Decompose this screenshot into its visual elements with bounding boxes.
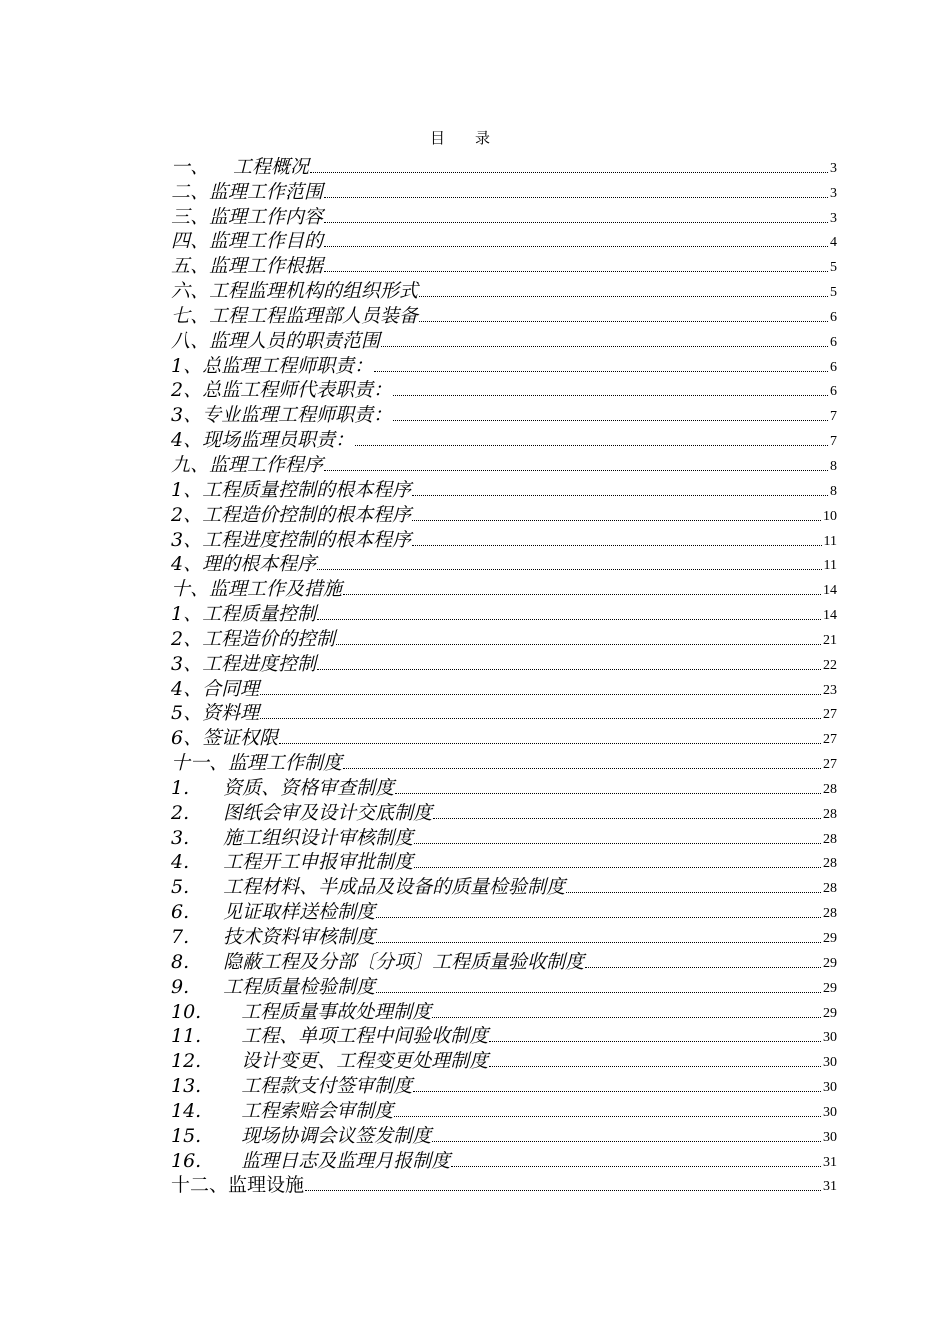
toc-entry[interactable] [171, 600, 837, 625]
toc-dot-leader [419, 320, 828, 322]
toc-entry-text: 工程质量检验制度 [223, 975, 376, 998]
toc-entry[interactable] [171, 898, 837, 923]
toc-dot-leader [376, 941, 821, 943]
toc-heading [0, 127, 950, 149]
toc-entry-page-number: 22 [823, 657, 837, 673]
toc-entry-label [171, 553, 316, 575]
toc-dot-leader [317, 668, 821, 670]
toc-entry-label [171, 578, 342, 600]
toc-entry[interactable] [171, 923, 837, 948]
toc-entry-number: 7. [171, 926, 190, 948]
toc-entry[interactable] [171, 277, 837, 302]
toc-entry-label [171, 280, 418, 302]
toc-entry-number: 二、 [171, 180, 210, 203]
toc-entry-number: 8. [171, 950, 190, 973]
toc-entry-text: 工程进度控制的根本程序 [202, 528, 412, 551]
toc-entry-page-number: 28 [823, 781, 837, 797]
toc-entry-text: 工程质量控制的根本程序 [202, 478, 412, 501]
toc-entry-label [171, 1025, 488, 1047]
toc-dot-leader [317, 568, 821, 570]
toc-entry-text: 见证取样送检制度 [223, 901, 376, 924]
toc-entry[interactable] [171, 153, 837, 178]
toc-dot-leader [432, 1016, 821, 1018]
toc-entry-number: 15. [171, 1124, 202, 1147]
toc-entry[interactable] [171, 401, 837, 426]
toc-entry-page-number: 6 [830, 334, 837, 350]
toc-entry-page-number: 28 [823, 906, 837, 922]
toc-entry-text: 工程工程监理部人员装备 [209, 304, 419, 327]
toc-entry-label [171, 305, 418, 327]
toc-entry-number: 六、 [171, 280, 210, 303]
toc-dot-leader [376, 916, 821, 918]
toc-dot-leader [324, 245, 828, 247]
toc-entry-text: 专业监理工程师职责： [202, 404, 393, 427]
toc-entry[interactable] [171, 426, 837, 451]
toc-entry-text: 工程造价的控制 [202, 627, 336, 650]
toc-entry-page-number: 3 [830, 160, 837, 176]
toc-entry-number: 七、 [171, 304, 210, 327]
toc-dot-leader [433, 817, 821, 819]
toc-entry-text: 工程材料、半成品及设备的质量检验制度 [223, 876, 566, 899]
toc-entry-label [171, 678, 259, 700]
toc-entry-label [171, 926, 375, 948]
toc-entry-number: 九、 [171, 453, 210, 476]
toc-entry[interactable] [171, 625, 837, 650]
toc-entry[interactable] [171, 1023, 837, 1048]
toc-entry-number: 4、 [171, 429, 203, 452]
toc-entry-text: 监理工作内容 [209, 205, 324, 228]
toc-entry-page-number: 31 [823, 1154, 837, 1170]
toc-entry-text: 合同理 [202, 677, 260, 700]
toc-entry-number: 16. [171, 1149, 202, 1172]
toc-entry-number: 3. [171, 826, 190, 849]
toc-dot-leader [376, 991, 821, 993]
table-of-contents [171, 153, 837, 1196]
toc-entry-text: 工程监理机构的组织形式 [209, 280, 419, 303]
toc-entry-text: 工程、单项工程中间验收制度 [241, 1025, 489, 1048]
toc-entry-text: 监理工作范围 [209, 180, 324, 203]
toc-entry-page-number: 21 [823, 632, 837, 648]
toc-entry-page-number: 28 [823, 881, 837, 897]
toc-entry-page-number: 3 [830, 210, 837, 226]
toc-entry[interactable] [171, 1172, 837, 1197]
toc-dot-leader [393, 419, 828, 421]
toc-entry-label [171, 976, 375, 998]
toc-entry-page-number: 27 [823, 732, 837, 748]
toc-dot-leader [413, 1090, 821, 1092]
toc-entry-number: 12. [171, 1050, 202, 1073]
toc-entry-page-number: 31 [823, 1179, 837, 1195]
toc-entry-text: 监理日志及监理月报制度 [241, 1149, 451, 1172]
toc-entry-text: 工程质量事故处理制度 [241, 1000, 432, 1023]
toc-entry[interactable] [171, 377, 837, 402]
toc-dot-leader [585, 966, 821, 968]
toc-entry-number: 一、 [171, 155, 210, 178]
toc-entry[interactable] [171, 774, 837, 799]
toc-entry[interactable] [171, 203, 837, 228]
toc-entry-number: 2、 [171, 379, 203, 402]
toc-entry[interactable] [171, 650, 837, 675]
toc-entry-label [171, 628, 335, 650]
toc-dot-leader [305, 1189, 821, 1191]
toc-dot-leader [451, 1165, 821, 1167]
toc-entry[interactable] [171, 451, 837, 476]
toc-entry[interactable] [171, 302, 837, 327]
toc-entry-number: 1、 [171, 603, 203, 626]
toc-entry-number: 三、 [171, 205, 210, 228]
toc-entry[interactable] [171, 252, 837, 277]
toc-entry[interactable] [171, 1097, 837, 1122]
toc-entry-number: 10. [171, 1000, 202, 1023]
toc-entry-text: 工程质量控制 [202, 603, 317, 626]
toc-dot-leader [393, 394, 828, 396]
toc-dot-leader [317, 618, 821, 620]
toc-entry-page-number: 30 [823, 1104, 837, 1120]
toc-entry-number: 9. [171, 975, 190, 998]
toc-entry[interactable] [171, 948, 837, 973]
toc-entry-label [171, 1001, 431, 1023]
toc-dot-leader [260, 717, 821, 719]
toc-entry-text: 资质、资格审查制度 [223, 776, 395, 799]
toc-entry-page-number: 23 [823, 682, 837, 698]
toc-entry-number: 3、 [171, 404, 203, 427]
toc-entry-page-number: 28 [823, 831, 837, 847]
toc-entry-page-number: 8 [830, 458, 837, 474]
toc-entry-label [171, 752, 342, 774]
toc-entry-text: 技术资料审核制度 [223, 926, 376, 948]
toc-dot-leader [395, 792, 821, 794]
toc-entry-text: 工程概况 [233, 155, 310, 178]
toc-entry-page-number: 7 [830, 409, 837, 425]
toc-entry-page-number: 30 [823, 1055, 837, 1071]
toc-entry-number: 6. [171, 901, 190, 924]
toc-entry-text: 监理工作目的 [209, 230, 324, 253]
toc-entry[interactable] [171, 1122, 837, 1147]
toc-entry-label [171, 802, 432, 824]
toc-entry-number: 4. [171, 851, 190, 874]
toc-dot-leader [412, 519, 821, 521]
toc-entry-label [171, 230, 323, 252]
toc-entry-text: 监理工作制度 [228, 752, 343, 775]
toc-entry-text: 施工组织设计审核制度 [223, 826, 414, 849]
toc-entry-text: 资料理 [202, 702, 260, 725]
toc-entry-label [171, 206, 323, 228]
toc-entry-number: 2、 [171, 627, 203, 650]
toc-entry-page-number: 28 [823, 856, 837, 872]
toc-dot-leader [260, 693, 821, 695]
toc-entry-label [171, 504, 411, 526]
toc-entry[interactable] [171, 973, 837, 998]
toc-entry-page-number: 27 [823, 707, 837, 723]
toc-entry[interactable] [171, 178, 837, 203]
toc-entry[interactable] [171, 873, 837, 898]
toc-entry-page-number: 8 [830, 483, 837, 499]
toc-entry[interactable] [171, 551, 837, 576]
toc-entry-label [171, 355, 373, 377]
toc-entry-label [171, 876, 565, 898]
toc-entry-text: 隐蔽工程及分部〔分项〕工程质量验收制度 [223, 950, 585, 973]
toc-entry-number: 6、 [171, 727, 203, 750]
toc-entry-page-number: 10 [823, 508, 837, 524]
toc-entry[interactable] [171, 352, 837, 377]
toc-entry-label [171, 1125, 431, 1147]
toc-entry-label [171, 255, 323, 277]
toc-dot-leader [374, 370, 828, 372]
toc-entry-label [171, 1075, 412, 1097]
toc-entry-number: 3、 [171, 528, 203, 551]
toc-entry-page-number: 29 [823, 931, 837, 946]
toc-entry-page-number: 7 [830, 434, 837, 450]
toc-entry-label [171, 827, 413, 849]
toc-entry-text: 总监工程师代表职责： [202, 379, 393, 402]
toc-entry[interactable] [171, 724, 837, 749]
toc-entry-page-number: 27 [823, 757, 837, 773]
toc-entry-number: 13. [171, 1075, 202, 1098]
toc-dot-leader [343, 767, 821, 769]
toc-entry-text: 理的根本程序 [202, 553, 317, 576]
toc-entry-page-number: 30 [823, 1080, 837, 1096]
toc-dot-leader [324, 270, 828, 272]
toc-entry[interactable] [171, 1047, 837, 1072]
toc-entry-number: 4、 [171, 677, 203, 700]
toc-entry-page-number: 29 [823, 1005, 837, 1021]
toc-entry[interactable] [171, 824, 837, 849]
toc-entry-label [171, 330, 380, 352]
toc-dot-leader [279, 742, 821, 744]
toc-entry-label [171, 951, 584, 973]
toc-dot-leader [381, 345, 828, 347]
toc-entry-page-number: 5 [830, 260, 837, 276]
toc-entry-number: 4、 [171, 553, 203, 576]
toc-entry-text: 监理设施 [228, 1174, 305, 1197]
toc-entry-page-number: 28 [823, 806, 837, 822]
toc-entry-text: 总监理工程师职责： [202, 354, 374, 377]
toc-entry-number: 5、 [171, 702, 203, 725]
toc-entry-text: 工程款支付签审制度 [241, 1075, 413, 1098]
toc-entry-text: 监理工作及措施 [209, 578, 343, 601]
toc-entry-text: 现场协调会议签发制度 [241, 1124, 432, 1147]
toc-entry-text: 监理人员的职责范围 [209, 329, 381, 352]
toc-entry-label [171, 529, 411, 551]
toc-entry-label [171, 1050, 488, 1072]
toc-dot-leader [419, 295, 828, 297]
toc-entry-number: 五、 [171, 255, 210, 278]
toc-dot-leader [324, 469, 828, 471]
toc-dot-leader [489, 1040, 821, 1042]
toc-entry-text: 现场监理员职责： [202, 429, 355, 452]
toc-entry-page-number: 14 [823, 608, 837, 624]
toc-entry-page-number: 29 [823, 955, 837, 971]
toc-entry-page-number: 30 [823, 1030, 837, 1046]
toc-entry-number: 十一、 [171, 752, 229, 775]
toc-dot-leader [412, 494, 828, 496]
toc-entry-label [171, 379, 392, 401]
toc-heading-text: 目 录 [429, 129, 490, 147]
toc-entry-label [171, 181, 323, 203]
toc-entry-label [171, 727, 278, 749]
toc-entry[interactable] [171, 799, 837, 824]
toc-entry-number: 5. [171, 876, 190, 899]
toc-entry-number: 十二、 [171, 1174, 229, 1197]
toc-entry-text: 工程索赔会审制度 [241, 1099, 394, 1122]
toc-entry-page-number: 5 [830, 285, 837, 301]
toc-entry-page-number: 6 [830, 309, 837, 325]
toc-entry-number: 四、 [171, 230, 210, 253]
toc-dot-leader [324, 221, 828, 223]
toc-entry-text: 工程开工申报审批制度 [223, 851, 414, 874]
toc-entry-label [171, 702, 259, 724]
toc-entry-label [171, 653, 316, 675]
toc-entry-label [171, 156, 309, 178]
toc-entry[interactable] [171, 1147, 837, 1172]
toc-entry-label [171, 1150, 450, 1172]
toc-entry-text: 设计变更、工程变更处理制度 [241, 1050, 489, 1073]
toc-entry-text: 工程造价控制的根本程序 [202, 503, 412, 526]
toc-entry[interactable] [171, 526, 837, 551]
toc-entry[interactable] [171, 749, 837, 774]
toc-entry-label [171, 777, 394, 799]
toc-entry[interactable] [171, 700, 837, 725]
toc-entry-label [171, 454, 323, 476]
toc-entry-page-number: 30 [823, 1129, 837, 1145]
toc-entry[interactable] [171, 998, 837, 1023]
toc-entry-label [171, 603, 316, 625]
toc-entry-text: 签证权限 [202, 727, 279, 750]
toc-entry-number: 2、 [171, 503, 203, 526]
toc-entry-text: 监理工作根据 [209, 255, 324, 278]
toc-entry[interactable] [171, 228, 837, 253]
toc-entry-label [171, 1174, 304, 1196]
toc-entry-page-number: 6 [830, 359, 837, 375]
toc-entry-text: 工程进度控制 [202, 652, 317, 675]
toc-dot-leader [324, 196, 828, 198]
toc-entry[interactable] [171, 675, 837, 700]
toc-entry-page-number: 6 [830, 384, 837, 400]
toc-entry-page-number: 4 [830, 235, 837, 251]
toc-entry[interactable] [171, 849, 837, 874]
toc-entry-text: 图纸会审及设计交底制度 [223, 801, 433, 824]
toc-entry-label [171, 1100, 393, 1122]
toc-entry-page-number: 29 [823, 980, 837, 996]
toc-entry-label [171, 404, 392, 426]
toc-dot-leader [489, 1065, 821, 1067]
toc-entry-number: 1、 [171, 478, 203, 501]
toc-entry-number: 1. [171, 776, 190, 799]
toc-entry[interactable] [171, 327, 837, 352]
toc-entry-label [171, 479, 411, 501]
toc-dot-leader [310, 171, 828, 173]
toc-entry-number: 1、 [171, 354, 203, 377]
toc-entry-page-number: 11 [823, 533, 837, 549]
toc-entry-label [171, 429, 354, 451]
toc-entry[interactable] [171, 501, 837, 526]
toc-dot-leader [414, 866, 821, 868]
toc-dot-leader [394, 1115, 821, 1117]
toc-entry-page-number: 11 [823, 558, 837, 574]
toc-dot-leader [343, 593, 821, 595]
toc-entry-page-number: 14 [823, 583, 837, 599]
toc-entry-number: 2. [171, 801, 190, 824]
toc-entry[interactable] [171, 1072, 837, 1097]
toc-dot-leader [355, 444, 828, 446]
toc-entry-page-number: 3 [830, 185, 837, 201]
toc-entry-number: 14. [171, 1099, 202, 1122]
toc-entry-number: 11. [171, 1025, 202, 1048]
toc-dot-leader [432, 1140, 821, 1142]
toc-entry[interactable] [171, 476, 837, 501]
toc-entry-number: 八、 [171, 329, 210, 352]
toc-entry-number: 3、 [171, 652, 203, 675]
toc-dot-leader [566, 891, 821, 893]
toc-entry-text: 监理工作程序 [209, 453, 324, 476]
toc-entry-label [171, 851, 413, 873]
toc-dot-leader [412, 544, 821, 546]
toc-dot-leader [336, 643, 821, 645]
toc-entry[interactable] [171, 575, 837, 600]
toc-entry-number: 十、 [171, 578, 210, 601]
toc-entry-label [171, 901, 375, 923]
toc-dot-leader [414, 842, 821, 844]
